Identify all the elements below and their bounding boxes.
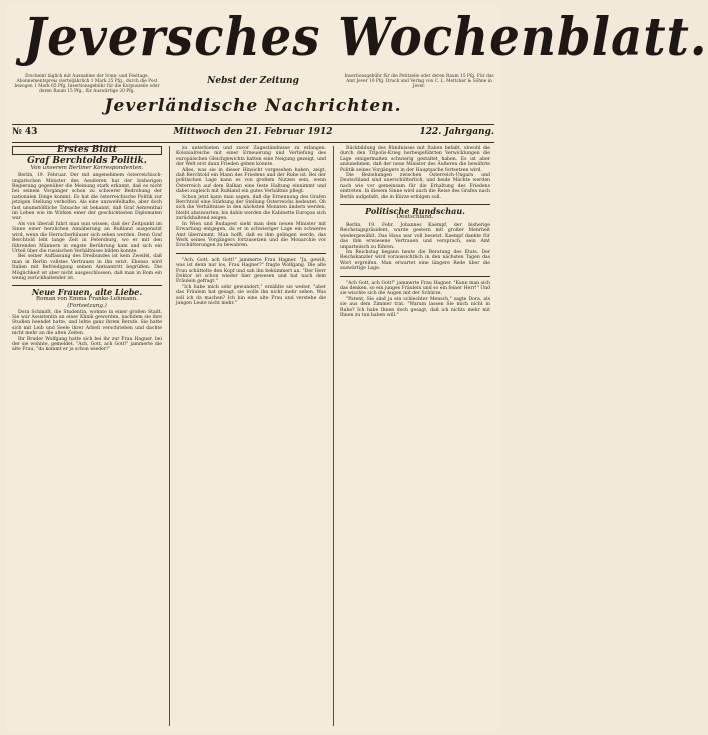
column-separator (169, 146, 170, 726)
divider (340, 276, 490, 277)
newspaper-page (6, 4, 708, 732)
masthead-left-info: Erscheint täglich mit Ausnahme der Sonn- und Festtage. Abonnementspreis vierteljährlich 1 Mark 25 Pfg., durch die Post bezogen 1 Mark 65 Pfg. Insertionsgebühr für die Korpuszeile oder deren Raum 15 Pfg., für Auswärtige 20 Pfg. (14, 74, 160, 94)
rundschau-headline: Politische Rundschau. (365, 206, 465, 217)
issue-number: № 43 (12, 127, 38, 137)
divider (340, 204, 490, 205)
serial-paragraph: Ihr Bruder Wolfgang hatte sich bei ihr zur Frau Hagner, bei der sie wohnte, gemeldet. "Ach, Gott, ach Gott!" jammerte die alte Frau, "da kommt er ja schon wieder!" (12, 336, 162, 353)
masthead-info-row (6, 74, 500, 96)
article-paragraph: Alles, was sie in dieser Hinsicht vorgesehen haben, zeigt, daß Berchtold ein Mann des Friedens und der Ruhe ist. Bei der politischen Lage kann es von großem Nutzen sein, wenn Österreich auf dem Balkan eine feste Haltung einnimmt und dabei zugleich mit Rußland ein gutes Verhältnis pflegt. (176, 167, 326, 195)
newspaper-subtitle: Jeverländische Nachrichten. (104, 96, 402, 116)
newspaper-title: Jeversches Wochenblatt. (23, 7, 708, 68)
serial-author: Roman von Emma Franke-Lehmann. (36, 295, 138, 302)
rundschau-subhead: Deutschland. (396, 214, 434, 221)
article-paragraph: Schon jetzt kann man sagen, daß die Ernennung des Grafen Berchtold eine Stärkung der Stellung Österreichs bedeutet. Ob sich die Verhältnisse in den nächsten Monaten ändern werden, bleibt abzuwarten; bis dahin werden die Kabinette Europas sich zurückhaltend zeigen. (176, 194, 326, 222)
article-paragraph: Die Beziehungen zwischen Österreich-Ungarn und Deutschland sind unerschütterlich, und beide Mächte werden nach wie vor gemeinsam für die Erhaltung des Friedens eintreten. In diesem Sinne wird auch die Reise des Grafen nach Berlin aufgefaßt, die in Kürze erfolgen soll. (340, 173, 490, 200)
column-3 (340, 146, 490, 728)
dateline (12, 127, 494, 141)
serial-paragraph: "Ach Gott, ach Gott!" jammerte Frau Hagner. "Kann man sich das denken, so ein junges Fräulein und so ein feiner Herr!" Und sie wischte sich die Augen mit der Schürze. (340, 280, 490, 297)
serial-continuation: (Fortsetzung.) (67, 303, 107, 310)
serial-paragraph: "Ach, Gott, ach Gott!" jammerte Frau Hagner. "Ja, gewiß, was ist denn nur los, Frau Hagner?" fragte Wolfgang. Die alte Frau schüttelte den Kopf und sah ihn bekümmert an. "Der Herr Doktor ist schon wieder hier gewesen und hat nach dem Fräulein gefragt." (176, 257, 326, 285)
article-paragraph: Berlin, 19. Februar. Der mit angenehmem österreichisch-ungarischen Minister des Aeußeren hat der bisherigen Regierung gegenüber die Meinung stark erkannt, daß es nicht bei seinem Vorgänger schon zu schwerer Bedrohung der nationalen Dinge kommt. Es hat die österreichische Politik zur jetzigen Stellung verholfen. Als eine unzweifelhafte, aber doch fast unumstößliche Tatsache ist bekannt, daß Graf Aehrenthal im Leben wie im Wirken einer der geschicktesten Diplomaten war. (12, 173, 162, 222)
article-paragraph: zu unterbieten und zuvor Zugeständnisse zu erlangen. Kolonialreiche mit einer Erneuerung und Vertiefung des europäischen Gleichgewichts hatten eine Neigung gezeigt, und der Welt erst dann Frieden geben könnte. (176, 146, 326, 168)
serial-headline: Neue Frauen, alte Liebe. (31, 287, 143, 298)
divider (176, 253, 326, 254)
article-byline: Von unserem Berliner Korrespondenten. (30, 164, 144, 171)
article-paragraph: Berlin, 19. Febr. Johannes Kaempf, der bisherige Reichstagspräsident, wurde gestern mit großer Mehrheit wiedergewählt. Das Haus war voll besetzt. Kaempf dankte für das ihm erwiesene Vertrauen und versprach, sein Amt unparteiisch zu führen. (340, 222, 490, 250)
column-2 (176, 146, 326, 728)
masthead-center-info: Nebst der Zeitung (207, 76, 299, 86)
issue-date: Mittwoch den 21. Februar 1912 (173, 127, 333, 137)
article-headline: Graf Berchtolds Politik. (27, 156, 147, 167)
serial-paragraph: "Patent, Sie sind ja ein schlechter Mensch," sagte Dora, als sie aus dem Zimmer trat. "Warum lassen Sie mich nicht in Ruhe? Ich habe Ihnen doch gesagt, daß ich nichts mehr mit Ihnen zu tun haben will." (340, 296, 490, 318)
divider (12, 285, 162, 286)
article-paragraph: Im Reichstag begann heute die Beratung des Etats. Der Reichskanzler wird voraussichtlich in den nächsten Tagen das Wort ergreifen. Man erwartet eine längere Rede über die auswärtige Lage. (340, 249, 490, 272)
article-paragraph: In Wien und Budapest sieht man dem neuen Minister mit Erwartung entgegen, da er in schwieriger Lage ein schweres Amt übernimmt. Man hofft, daß es ihm gelingen werde, das Werk seines Vorgängers fortzusetzen und die Monarchie vor Erschütterungen zu bewahren. (176, 221, 326, 249)
masthead-right-info: Insertionsgebühr für die Petitzeile oder deren Raum 15 Pfg. Für das Amt Jever 10 Pfg. Druck und Verlag von C. L. Mettcker & Söhne in Jever. (344, 74, 494, 89)
serial-paragraph: Dora Schmidt, die Studentin, wohnte in einer großen Stadt. Sie war Assistentin an einer Klinik geworden, nachdem sie ihre Studien beendet hatte, und lebte ganz ihrem Berufe. Sie hatte sich mit Leib und Seele ihrer Arbeit verschrieben und dachte nicht mehr an die alten Zeiten. (12, 309, 162, 337)
divider (12, 124, 494, 125)
serial-paragraph: "Ich habe mich sehr gewundert," erzählte sie weiter, "aber das Fräulein hat gesagt, sie wolle ihn nicht mehr sehen. Was soll ich da machen? Ich bin eine alte Frau und verstehe die jungen Leute nicht mehr." (176, 284, 326, 306)
volume-number: 122. Jahrgang. (419, 127, 494, 137)
article-paragraph: Rückbildung des Bündnisses mit Italien befaßt, obwohl die durch den Tripolis-Krieg herbeigeführten Verwicklungen die Lage einigermaßen schwierig gestaltet haben. Es ist aber anzunehmen, daß der neue Minister des Äußeren die bewährte Politik seines Vorgängers in der Hauptsache fortsetzen wird. (340, 146, 490, 173)
column-1 (12, 146, 162, 728)
article-paragraph: Bei seiner Auffassung des Dreibundes ist kein Zweifel, daß man in Berlin vollstes Vertrauen in ihn setzt. Ebenso wird Italien mit Befriedigung seinen Amtsantritt begrüßen. Die Möglichkeit ist aber nicht ausgeschlossen, daß man in Rom ein wenig zurückhaltender ist. (12, 254, 162, 281)
article-paragraph: Als von überall fuhrt man nun wissen, daß der Zeitpunkt im Sinne einer herzlichen Annäherung an Rußland ausgenutzt wird, wenn die Herrscherhäuser sich sehen werden. Denn Graf Berchtold lebt lange Zeit in Petersburg, wo er mit den führenden Männern in engste Berührung kam und sich ein Urteil über die russischen Verhältnisse bilden konnte. (12, 221, 162, 254)
divider (12, 142, 494, 143)
section-box: Erstes Blatt (12, 146, 162, 155)
column-separator (333, 146, 334, 726)
